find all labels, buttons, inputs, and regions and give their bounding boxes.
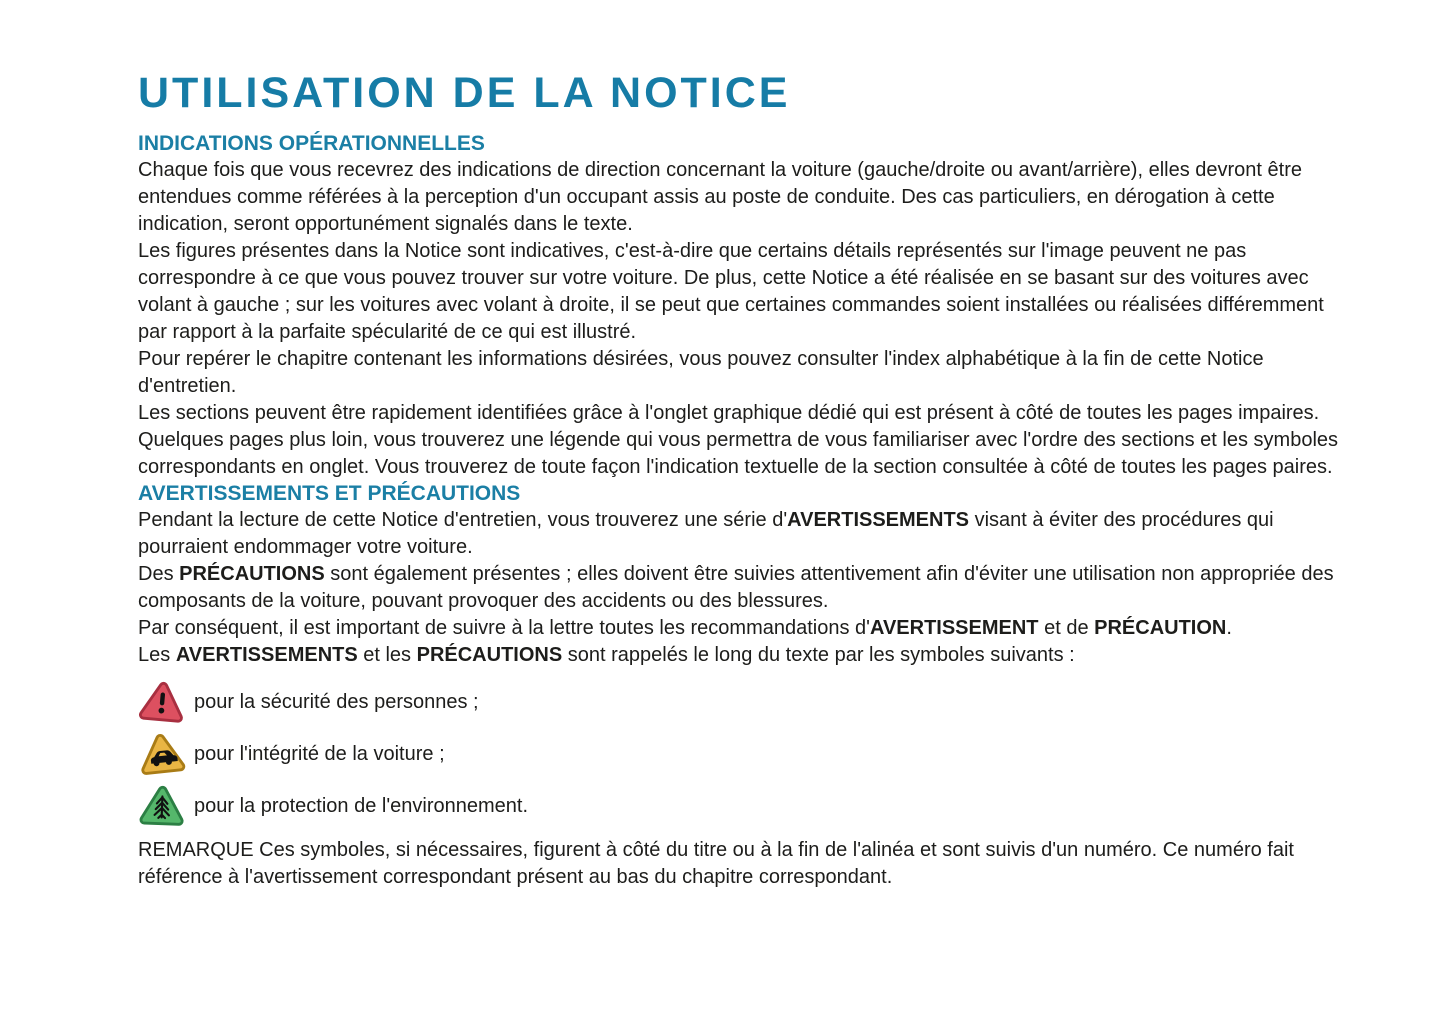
warning-label-environment: pour la protection de l'environnement.: [194, 794, 529, 817]
list-item: [138, 679, 1345, 725]
section-indications: [138, 131, 1345, 481]
exclamation-triangle-icon: [138, 679, 186, 725]
car-triangle-icon: [138, 731, 186, 777]
remark: [138, 837, 1345, 891]
paragraph: REMARQUE Ces symboles, si nécessaires, figurent à côté du titre ou à la fin de l'alinéa et sont suivis d'un numéro. Ce numéro fait référence à l'avertissement correspondant présent au bas du chapitre correspondant.: [138, 839, 1294, 888]
paragraph: Les figures présentes dans la Notice sont indicatives, c'est-à-dire que certains détails représentés sur l'image peuvent ne pas correspondre à ce que vous pouvez trouver sur votre voiture. De plus, cette Notice a été réalisée en se basant sur des voitures avec volant à gauche ; sur les voitures avec volant à droite, il se peut que certaines commandes soient installées ou réalisées différemment par rapport à la parfaite spécularité de ce qui est illustré.: [138, 240, 1324, 343]
paragraph: Les sections peuvent être rapidement identifiées grâce à l'onglet graphique dédié qui est présent à côté de toutes les pages impaires. Quelques pages plus loin, vous trouverez une légende qui vous permettra de vous familiariser avec l'ordre des sections et les symboles correspondants en onglet. Vous trouverez de toute façon l'indication textuelle de la section consultée à côté de toutes les pages paires.: [138, 402, 1339, 478]
paragraph: Les AVERTISSEMENTS et les PRÉCAUTIONS sont rappelés le long du texte par les symboles suivants :: [138, 644, 1075, 666]
paragraph: Par conséquent, il est important de suivre à la lettre toutes les recommandations d'AVERTISSEMENT et de PRÉCAUTION.: [138, 617, 1232, 639]
paragraph: Chaque fois que vous recevrez des indications de direction concernant la voiture (gauche/droite ou avant/arrière), elles devront être entendues comme référées à la perception d'un occupant assis au poste de conduite. Des cas particuliers, en dérogation à cette indication, seront opportunément signalés dans le texte.: [138, 159, 1302, 235]
section-avertissements: [138, 481, 1345, 669]
page-title: UTILISATION DE LA NOTICE: [138, 69, 791, 117]
tree-triangle-icon: [138, 783, 186, 829]
list-item: [138, 731, 1345, 777]
list-item: [138, 783, 1345, 829]
section-heading-indications: INDICATIONS OPÉRATIONNELLES: [138, 132, 485, 155]
warning-label-safety: pour la sécurité des personnes ;: [194, 690, 479, 713]
warning-symbols-legend: [138, 679, 1345, 829]
warning-label-car: pour l'intégrité de la voiture ;: [194, 742, 445, 765]
section-heading-avertissements: AVERTISSEMENTS ET PRÉCAUTIONS: [138, 482, 521, 505]
paragraph: Des PRÉCAUTIONS sont également présentes ; elles doivent être suivies attentivement afin d'éviter une utilisation non appropriée des composants de la voiture, pouvant provoquer des accidents ou des blessures.: [138, 563, 1334, 612]
paragraph: Pendant la lecture de cette Notice d'entretien, vous trouverez une série d'AVERTISSEMENTS visant à éviter des procédures qui pourraient endommager votre voiture.: [138, 509, 1274, 558]
paragraph: Pour repérer le chapitre contenant les informations désirées, vous pouvez consulter l'index alphabétique à la fin de cette Notice d'entretien.: [138, 348, 1264, 397]
